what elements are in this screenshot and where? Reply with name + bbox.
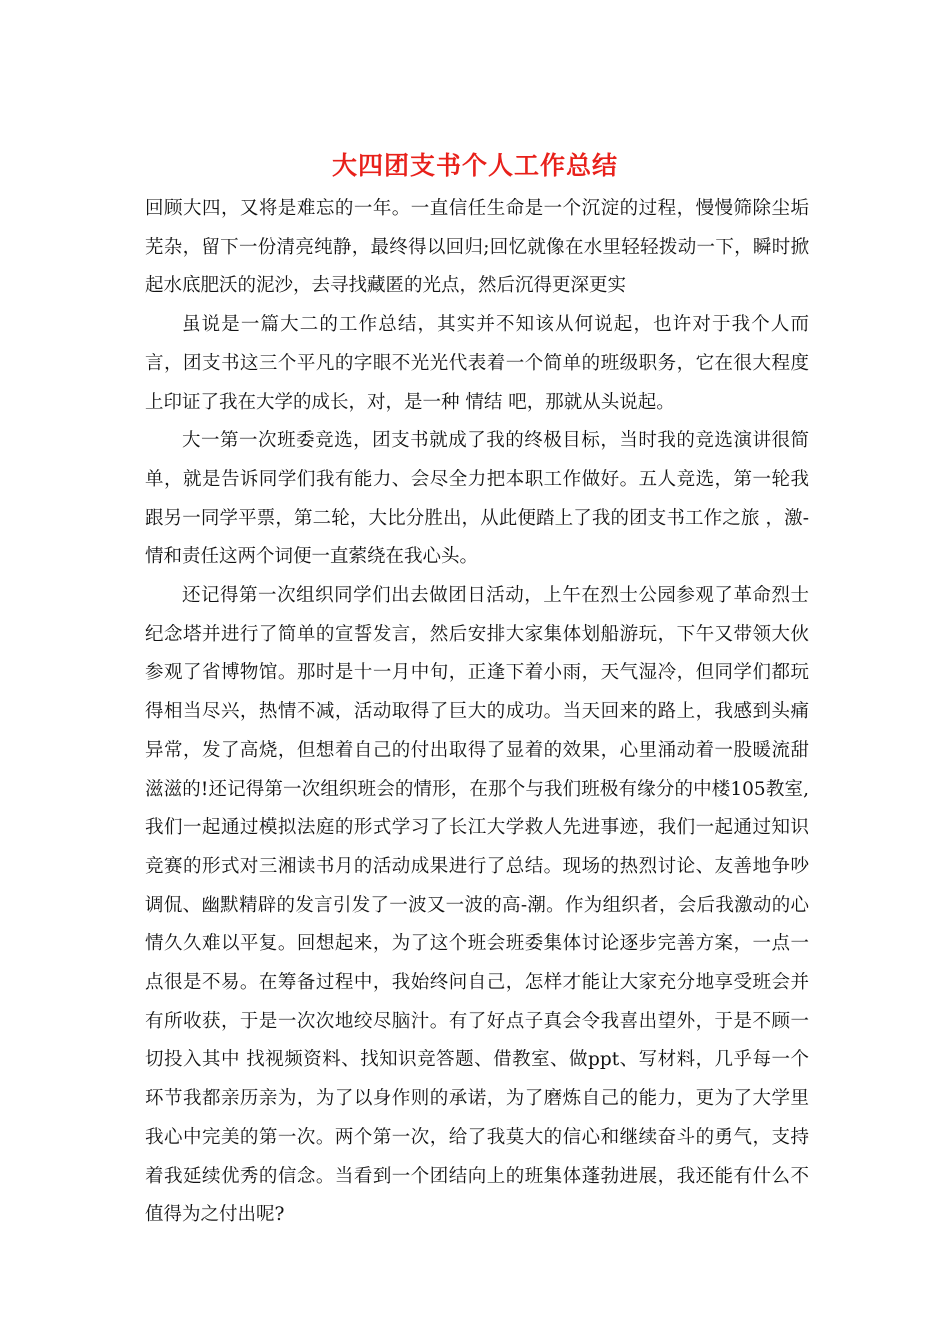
document-body xyxy=(145,190,809,1235)
paragraph-2: 虽说是一篇大二的工作总结，其实并不知该从何说起，也许对于我个人而言，团支书这三个平凡的字眼不光光代表着一个简单的班级职务，它在很大程度上印证了我在大学的成长，对，是一种 情结 吧，那就从头说起。 xyxy=(145,314,809,413)
paragraph-3: 大一第一次班委竞选，团支书就成了我的终极目标，当时我的竞选演讲很简单，就是告诉同学们我有能力、会尽全力把本职工作做好。五人竞选，第一轮我跟另一同学平票，第二轮，大比分胜出，从此便踏上了我的团支书工作之旅 ，激-情和责任这两个词便一直萦绕在我心头。 xyxy=(145,430,809,568)
document-title: 大四团支书个人工作总结 xyxy=(331,151,618,180)
paragraph-1: 回顾大四，又将是难忘的一年。一直信任生命是一个沉淀的过程，慢慢筛除尘垢芜杂，留下一份清亮纯静，最终得以回归;回忆就像在水里轻轻拨动一下，瞬时掀起水底肥沃的泥沙，去寻找藏匿的光点，然后沉得更深更实 xyxy=(145,198,809,297)
paragraph-4: 还记得第一次组织同学们出去做团日活动，上午在烈士公园参观了革命烈士纪念塔并进行了简单的宣誓发言，然后安排大家集体划船游玩，下午又带领大伙参观了省博物馆。那时是十一月中旬，正逢下着小雨，天气湿冷，但同学们都玩得相当尽兴，热情不减，活动取得了巨大的成功。当天回来的路上，我感到头痛异常，发了高烧，但想着自己的付出取得了显着的效果，心里涌动着一股暖流甜滋滋的!还记得第一次组织班会的情形，在那个与我们班极有缘分的中楼105教室,我们一起通过模拟法庭的形式学习了长江大学救人先进事迹，我们一起通过知识竞赛的形式对三湘读书月的活动成果进行了总结。现场的热烈讨论、友善地争吵调侃、幽默精辟的发言引发了一波又一波的高-潮。作为组织者，会后我激动的心情久久难以平复。回想起来，为了这个班会班委集体讨论逐步完善方案，一点一点很是不易。在筹备过程中，我始终问自己，怎样才能让大家充分地享受班会并有所收获，于是一次次地绞尽脑汁。有了好点子真会令我喜出望外，于是不顾一切投入其中 找视频资料、找知识竞答题、借教室、做ppt、写材料，几乎每一个环节我都亲历亲为，为了以身作则的承诺，为了磨炼自己的能力，更为了大学里我心中完美的第一次。两个第一次，给了我莫大的信心和继续奋斗的勇气，支持着我延续优秀的信念。当看到一个团结向上的班集体蓬勃进展，我还能有什么不值得为之付出呢? xyxy=(145,585,809,1226)
